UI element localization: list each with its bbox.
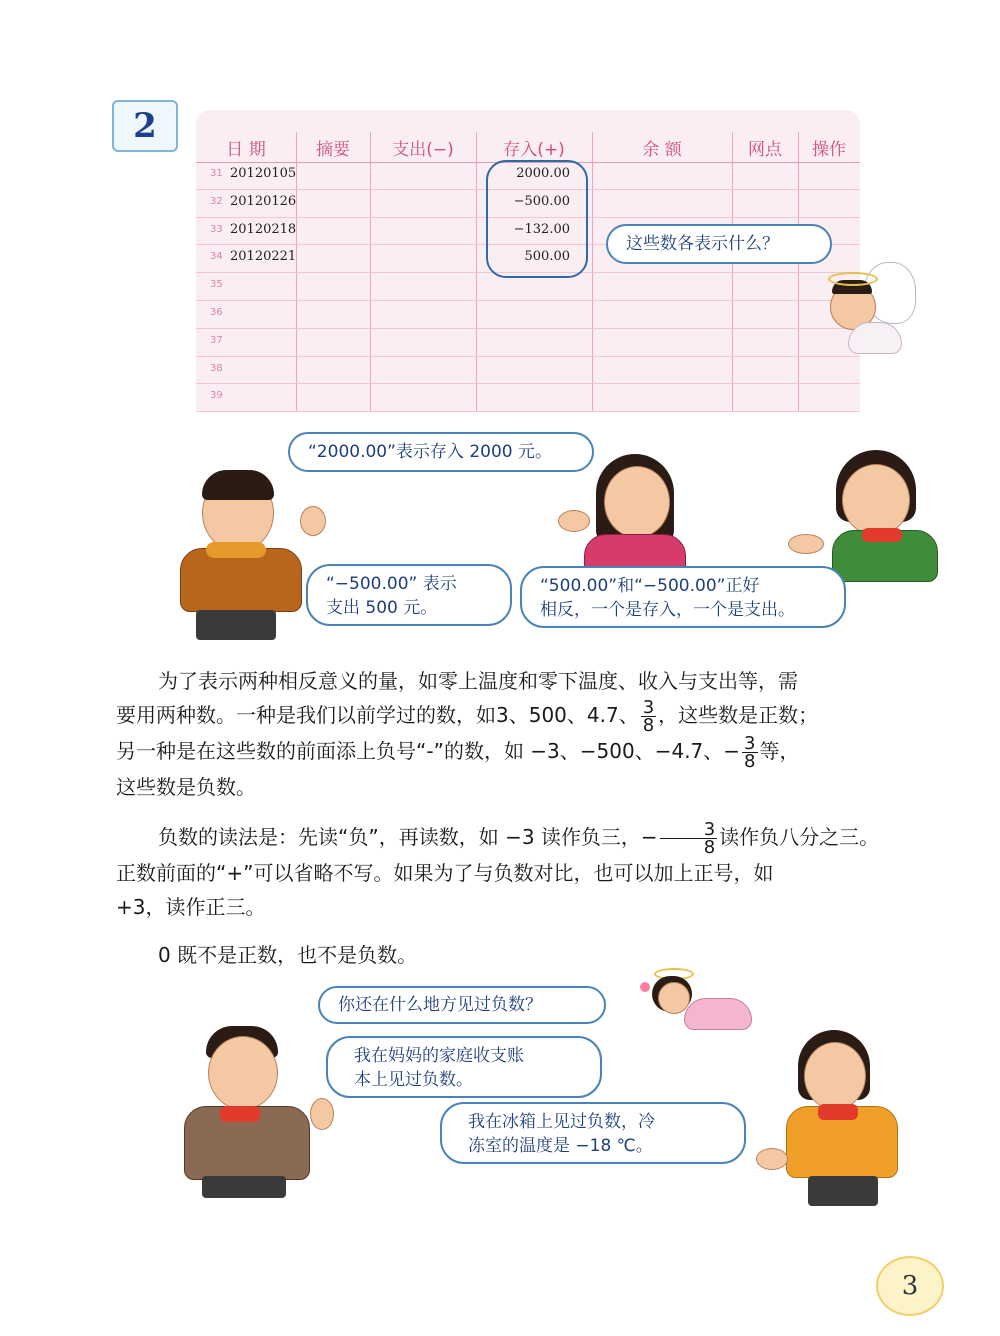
speech-bubble-girl-bottom: 我在冰箱上见过负数，冷 冻室的温度是 −18 ℃。 bbox=[440, 1102, 746, 1164]
ledger-row: 37 bbox=[196, 329, 860, 357]
boy-bottom-illustration bbox=[180, 1026, 330, 1196]
header-deposit: 存入(+) bbox=[503, 139, 565, 160]
fraction-three-eighths: $\frac{3}{8}$ bbox=[744, 733, 756, 772]
girl-illustration bbox=[556, 452, 686, 582]
header-date: 日 期 bbox=[226, 139, 266, 160]
speech-bubble-girl-right: “500.00”和“−500.00”正好 相反，一个是存入，一个是支出。 bbox=[520, 566, 846, 628]
speech-bubble-boy-left: “−500.00” 表示 支出 500 元。 bbox=[306, 564, 512, 626]
ledger-row: 31 20120105 2000.00 bbox=[196, 162, 860, 190]
header-branch: 网点 bbox=[748, 139, 782, 160]
page-number: 3 bbox=[876, 1256, 944, 1316]
girl-in-green-illustration bbox=[788, 450, 938, 580]
para2-line2: 正数前面的“+”可以省略不写。如果为了与负数对比，也可以加上正号，如 bbox=[116, 861, 774, 885]
paragraph-zero: 0 既不是正数，也不是负数。 bbox=[158, 943, 418, 967]
paragraph-definition bbox=[116, 664, 946, 804]
deposit-highlight-oval bbox=[486, 160, 588, 278]
speech-bubble-angel-question: 这些数各表示什么？ bbox=[606, 224, 832, 264]
ledger-row: 36 bbox=[196, 301, 860, 329]
ledger-row: 34 20120221 500.00 bbox=[196, 245, 860, 273]
boy-illustration bbox=[172, 470, 322, 640]
para1-line1: 为了表示两种相反意义的量，如零上温度和零下温度、收入与支出等，需 bbox=[158, 669, 798, 693]
ledger-row: 39 bbox=[196, 384, 860, 412]
ledger-row: 38 bbox=[196, 357, 860, 385]
header-expense: 支出(−) bbox=[392, 139, 454, 160]
header-summary: 摘要 bbox=[316, 139, 350, 160]
fraction-three-eighths: $\frac{3}{8}$ bbox=[660, 821, 717, 856]
header-operator: 操作 bbox=[812, 139, 846, 160]
fairy-illustration bbox=[636, 968, 756, 1040]
girl-bottom-illustration bbox=[756, 1030, 906, 1210]
example-number: 2 bbox=[133, 106, 157, 146]
para2-line3: +3，读作正三。 bbox=[116, 895, 266, 919]
fraction-three-eighths: $\frac{3}{8}$ bbox=[642, 697, 655, 736]
example-number-badge bbox=[112, 100, 178, 152]
angel-illustration bbox=[818, 262, 918, 362]
para1-line4: 这些数是负数。 bbox=[116, 775, 256, 799]
speech-bubble-angel-bottom: 你还在什么地方见过负数？ bbox=[318, 986, 606, 1024]
header-balance: 余 额 bbox=[642, 139, 682, 160]
speech-bubble-girl-center: “2000.00”表示存入 2000 元。 bbox=[288, 432, 594, 472]
para1-line2: 要用两种数。一种是我们以前学过的数，如3、500、4.7、 $\frac{3}{8}$ ，这些数是正数； bbox=[116, 697, 819, 736]
speech-bubble-boy-bottom: 我在妈妈的家庭收支账 本上见过负数。 bbox=[326, 1036, 602, 1098]
ledger-row: 32 20120126 −500.00 bbox=[196, 190, 860, 218]
para1-line3: 另一种是在这些数的前面添上负号“-”的数，如 −3、−500、−4.7、− $\frac{3}{8}$ 等， bbox=[116, 733, 800, 772]
ledger-row: 33 20120218 −132.00 bbox=[196, 218, 860, 246]
paragraph-reading-rule bbox=[116, 820, 946, 924]
para2-line1: 负数的读法是：先读“负”，再读数，如 −3 读作负三，− $\frac{3}{8}$ 读作负八分之三。 bbox=[158, 819, 880, 858]
ledger-row: 35 bbox=[196, 273, 860, 301]
